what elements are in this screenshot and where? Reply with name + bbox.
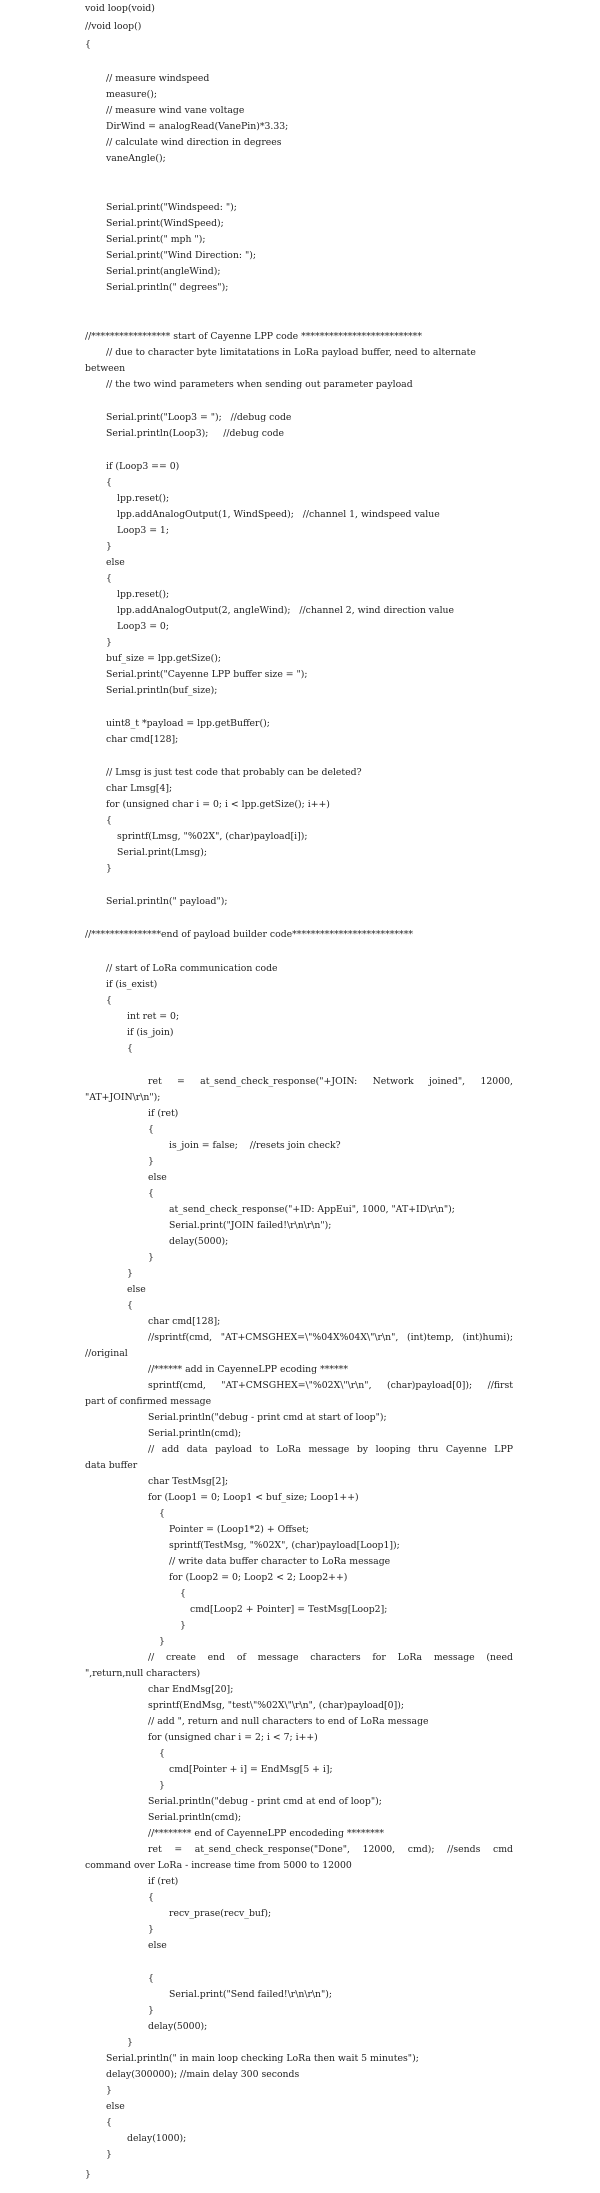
code-line: recv_prase(recv_buf); bbox=[169, 1908, 272, 1919]
code-line: { bbox=[148, 1124, 154, 1135]
code-line: if (ret) bbox=[148, 1876, 179, 1887]
code-line: Serial.print("Send failed!\r\n\r\n"); bbox=[169, 1989, 333, 2000]
code-line: { bbox=[148, 1973, 154, 1984]
code-line: sprintf(EndMsg, "test\"%02X\"\r\n", (char)payload[0]); bbox=[148, 1700, 404, 1711]
code-line: lpp.reset(); bbox=[117, 589, 170, 600]
code-line: //original bbox=[85, 1348, 128, 1359]
code-line: ret = at_send_check_response("Done", 12000, cmd); //sends cmd bbox=[148, 1844, 513, 1855]
code-line: Serial.println(cmd); bbox=[148, 1428, 242, 1439]
code-line: char TestMsg[2]; bbox=[148, 1476, 229, 1487]
code-line: ",return,null characters) bbox=[85, 1668, 201, 1679]
code-line: { bbox=[180, 1588, 186, 1599]
code-line: Serial.print("Windspeed: "); bbox=[106, 202, 237, 213]
code-line: } bbox=[148, 1252, 154, 1263]
code-line: //******** end of CayenneLPP encodeding ******** bbox=[148, 1828, 385, 1839]
code-line: Serial.println("debug - print cmd at end of loop"); bbox=[148, 1796, 382, 1807]
code-line: { bbox=[148, 1188, 154, 1199]
code-line: is_join = false; //resets join check? bbox=[169, 1140, 341, 1151]
code-line: Serial.print(angleWind); bbox=[106, 266, 221, 277]
code-line: { bbox=[106, 815, 112, 826]
code-line: //***************end of payload builder code************************** bbox=[85, 929, 414, 940]
code-line: Serial.println(" payload"); bbox=[106, 896, 228, 907]
code-line: { bbox=[106, 995, 112, 1006]
code-line: } bbox=[106, 2085, 112, 2096]
code-line: } bbox=[106, 2149, 112, 2160]
code-line: } bbox=[159, 1780, 165, 1791]
code-line: Serial.print("Cayenne LPP buffer size = "); bbox=[106, 669, 308, 680]
code-line: if (ret) bbox=[148, 1108, 179, 1119]
code-line: sprintf(Lmsg, "%02X", (char)payload[i]); bbox=[117, 831, 308, 842]
code-line: measure(); bbox=[106, 89, 157, 100]
code-line: { bbox=[106, 477, 112, 488]
code-line: lpp.addAnalogOutput(2, angleWind); //channel 2, wind direction value bbox=[117, 605, 455, 616]
code-line: else bbox=[148, 1940, 167, 1951]
code-line: // start of LoRa communication code bbox=[106, 963, 278, 974]
code-line: Serial.print(WindSpeed); bbox=[106, 218, 224, 229]
code-line: cmd[Pointer + i] = EndMsg[5 + i]; bbox=[169, 1764, 333, 1775]
code-line: sprintf(cmd, "AT+CMSGHEX=\"%02X\"\r\n", (char)payload[0]); //first bbox=[148, 1380, 513, 1391]
code-line: // write data buffer character to LoRa message bbox=[169, 1556, 391, 1567]
code-line: } bbox=[159, 1636, 165, 1647]
code-line: Serial.print(" mph "); bbox=[106, 234, 206, 245]
code-line: delay(5000); bbox=[169, 1236, 229, 1247]
code-line: // the two wind parameters when sending out parameter payload bbox=[106, 379, 413, 390]
code-line: uint8_t *payload = lpp.getBuffer(); bbox=[106, 718, 270, 729]
code-line: Serial.print("Wind Direction: "); bbox=[106, 250, 257, 261]
code-line: //sprintf(cmd, "AT+CMSGHEX=\"%04X%04X\"\r\n", (int)temp, (int)humi); bbox=[148, 1332, 513, 1343]
code-line: // calculate wind direction in degrees bbox=[106, 137, 282, 148]
code-line: // due to character byte limitatations in LoRa payload buffer, need to alternate bbox=[106, 347, 476, 358]
code-line: { bbox=[159, 1748, 165, 1759]
code-line: Serial.println(" in main loop checking LoRa then wait 5 minutes"); bbox=[106, 2053, 419, 2064]
code-line: else bbox=[148, 1172, 167, 1183]
code-line: Serial.println(Loop3); //debug code bbox=[106, 428, 285, 439]
code-line: Serial.println(" degrees"); bbox=[106, 282, 229, 293]
code-line: { bbox=[106, 2117, 112, 2128]
code-line: //****** add in CayenneLPP ecoding ****** bbox=[148, 1364, 348, 1375]
code-line: char Lmsg[4]; bbox=[106, 783, 173, 794]
code-line: Serial.println("debug - print cmd at start of loop"); bbox=[148, 1412, 387, 1423]
code-line: for (Loop1 = 0; Loop1 < buf_size; Loop1++) bbox=[148, 1492, 359, 1503]
code-line: { bbox=[106, 573, 112, 584]
code-line: command over LoRa - increase time from 5000 to 12000 bbox=[85, 1860, 352, 1871]
code-line: part of confirmed message bbox=[85, 1396, 212, 1407]
code-line: char cmd[128]; bbox=[148, 1316, 221, 1327]
code-line: { bbox=[159, 1508, 165, 1519]
code-line: Serial.println(cmd); bbox=[148, 1812, 242, 1823]
code-line: } bbox=[148, 1924, 154, 1935]
code-line: at_send_check_response("+ID: AppEui", 1000, "AT+ID\r\n"); bbox=[169, 1204, 455, 1215]
code-line: delay(5000); bbox=[148, 2021, 208, 2032]
code-line: cmd[Loop2 + Pointer] = TestMsg[Loop2]; bbox=[190, 1604, 388, 1615]
code-line: Serial.print(Lmsg); bbox=[117, 847, 207, 858]
code-line: "AT+JOIN\r\n"); bbox=[85, 1092, 161, 1103]
code-line: ret = at_send_check_response("+JOIN: Network joined", 12000, bbox=[148, 1076, 513, 1087]
code-line: vaneAngle(); bbox=[106, 153, 166, 164]
code-line: if (is_exist) bbox=[106, 979, 158, 990]
code-line: } bbox=[106, 637, 112, 648]
code-line: } bbox=[127, 1268, 133, 1279]
code-line: Serial.print("JOIN failed!\r\n\r\n"); bbox=[169, 1220, 332, 1231]
code-line: // measure wind vane voltage bbox=[106, 105, 245, 116]
code-line: lpp.addAnalogOutput(1, WindSpeed); //channel 1, windspeed value bbox=[117, 509, 440, 520]
code-line: lpp.reset(); bbox=[117, 493, 170, 504]
code-line: buf_size = lpp.getSize(); bbox=[106, 653, 222, 664]
code-line: char EndMsg[20]; bbox=[148, 1684, 234, 1695]
code-line: for (unsigned char i = 0; i < lpp.getSize(); i++) bbox=[106, 799, 330, 810]
code-line: // measure windspeed bbox=[106, 73, 210, 84]
code-line: else bbox=[106, 2101, 125, 2112]
code-line: } bbox=[106, 863, 112, 874]
code-line: void loop(void) bbox=[85, 3, 155, 14]
code-line: // create end of message characters for LoRa message (need bbox=[148, 1652, 513, 1663]
code-line: sprintf(TestMsg, "%02X", (char)payload[Loop1]); bbox=[169, 1540, 400, 1551]
code-line: if (Loop3 == 0) bbox=[106, 461, 180, 472]
code-line: if (is_join) bbox=[127, 1027, 174, 1038]
code-line: } bbox=[180, 1620, 186, 1631]
code-line: for (unsigned char i = 2; i < 7; i++) bbox=[148, 1732, 318, 1743]
code-line: } bbox=[127, 2037, 133, 2048]
code-line: for (Loop2 = 0; Loop2 < 2; Loop2++) bbox=[169, 1572, 348, 1583]
code-line: Loop3 = 0; bbox=[117, 621, 169, 632]
code-line: // Lmsg is just test code that probably can be deleted? bbox=[106, 767, 362, 778]
code-line: Serial.print("Loop3 = "); //debug code bbox=[106, 412, 292, 423]
code-line: // add data payload to LoRa message by looping thru Cayenne LPP bbox=[148, 1444, 513, 1455]
code-line: { bbox=[127, 1300, 133, 1311]
code-line: DirWind = analogRead(VanePin)*3.33; bbox=[106, 121, 289, 132]
code-line: //***************** start of Cayenne LPP code ************************** bbox=[85, 331, 422, 342]
code-line: delay(1000); bbox=[127, 2133, 187, 2144]
code-line: int ret = 0; bbox=[127, 1011, 180, 1022]
code-line: else bbox=[106, 557, 125, 568]
code-line: { bbox=[127, 1043, 133, 1054]
code-line: char cmd[128]; bbox=[106, 734, 179, 745]
code-line: } bbox=[148, 1156, 154, 1167]
code-line: } bbox=[148, 2005, 154, 2016]
code-line: between bbox=[85, 363, 126, 374]
code-line: delay(300000); //main delay 300 seconds bbox=[106, 2069, 300, 2080]
code-line: Pointer = (Loop1*2) + Offset; bbox=[169, 1524, 309, 1535]
code-line: Loop3 = 1; bbox=[117, 525, 169, 536]
code-line: else bbox=[127, 1284, 146, 1295]
code-line: data buffer bbox=[85, 1460, 138, 1471]
code-line: { bbox=[148, 1892, 154, 1903]
code-line: //void loop() bbox=[85, 21, 142, 32]
code-line: } bbox=[106, 541, 112, 552]
code-line: } bbox=[85, 2169, 91, 2180]
code-line: // add ", return and null characters to end of LoRa message bbox=[148, 1716, 429, 1727]
code-line: { bbox=[85, 39, 91, 50]
code-line: Serial.println(buf_size); bbox=[106, 685, 218, 696]
